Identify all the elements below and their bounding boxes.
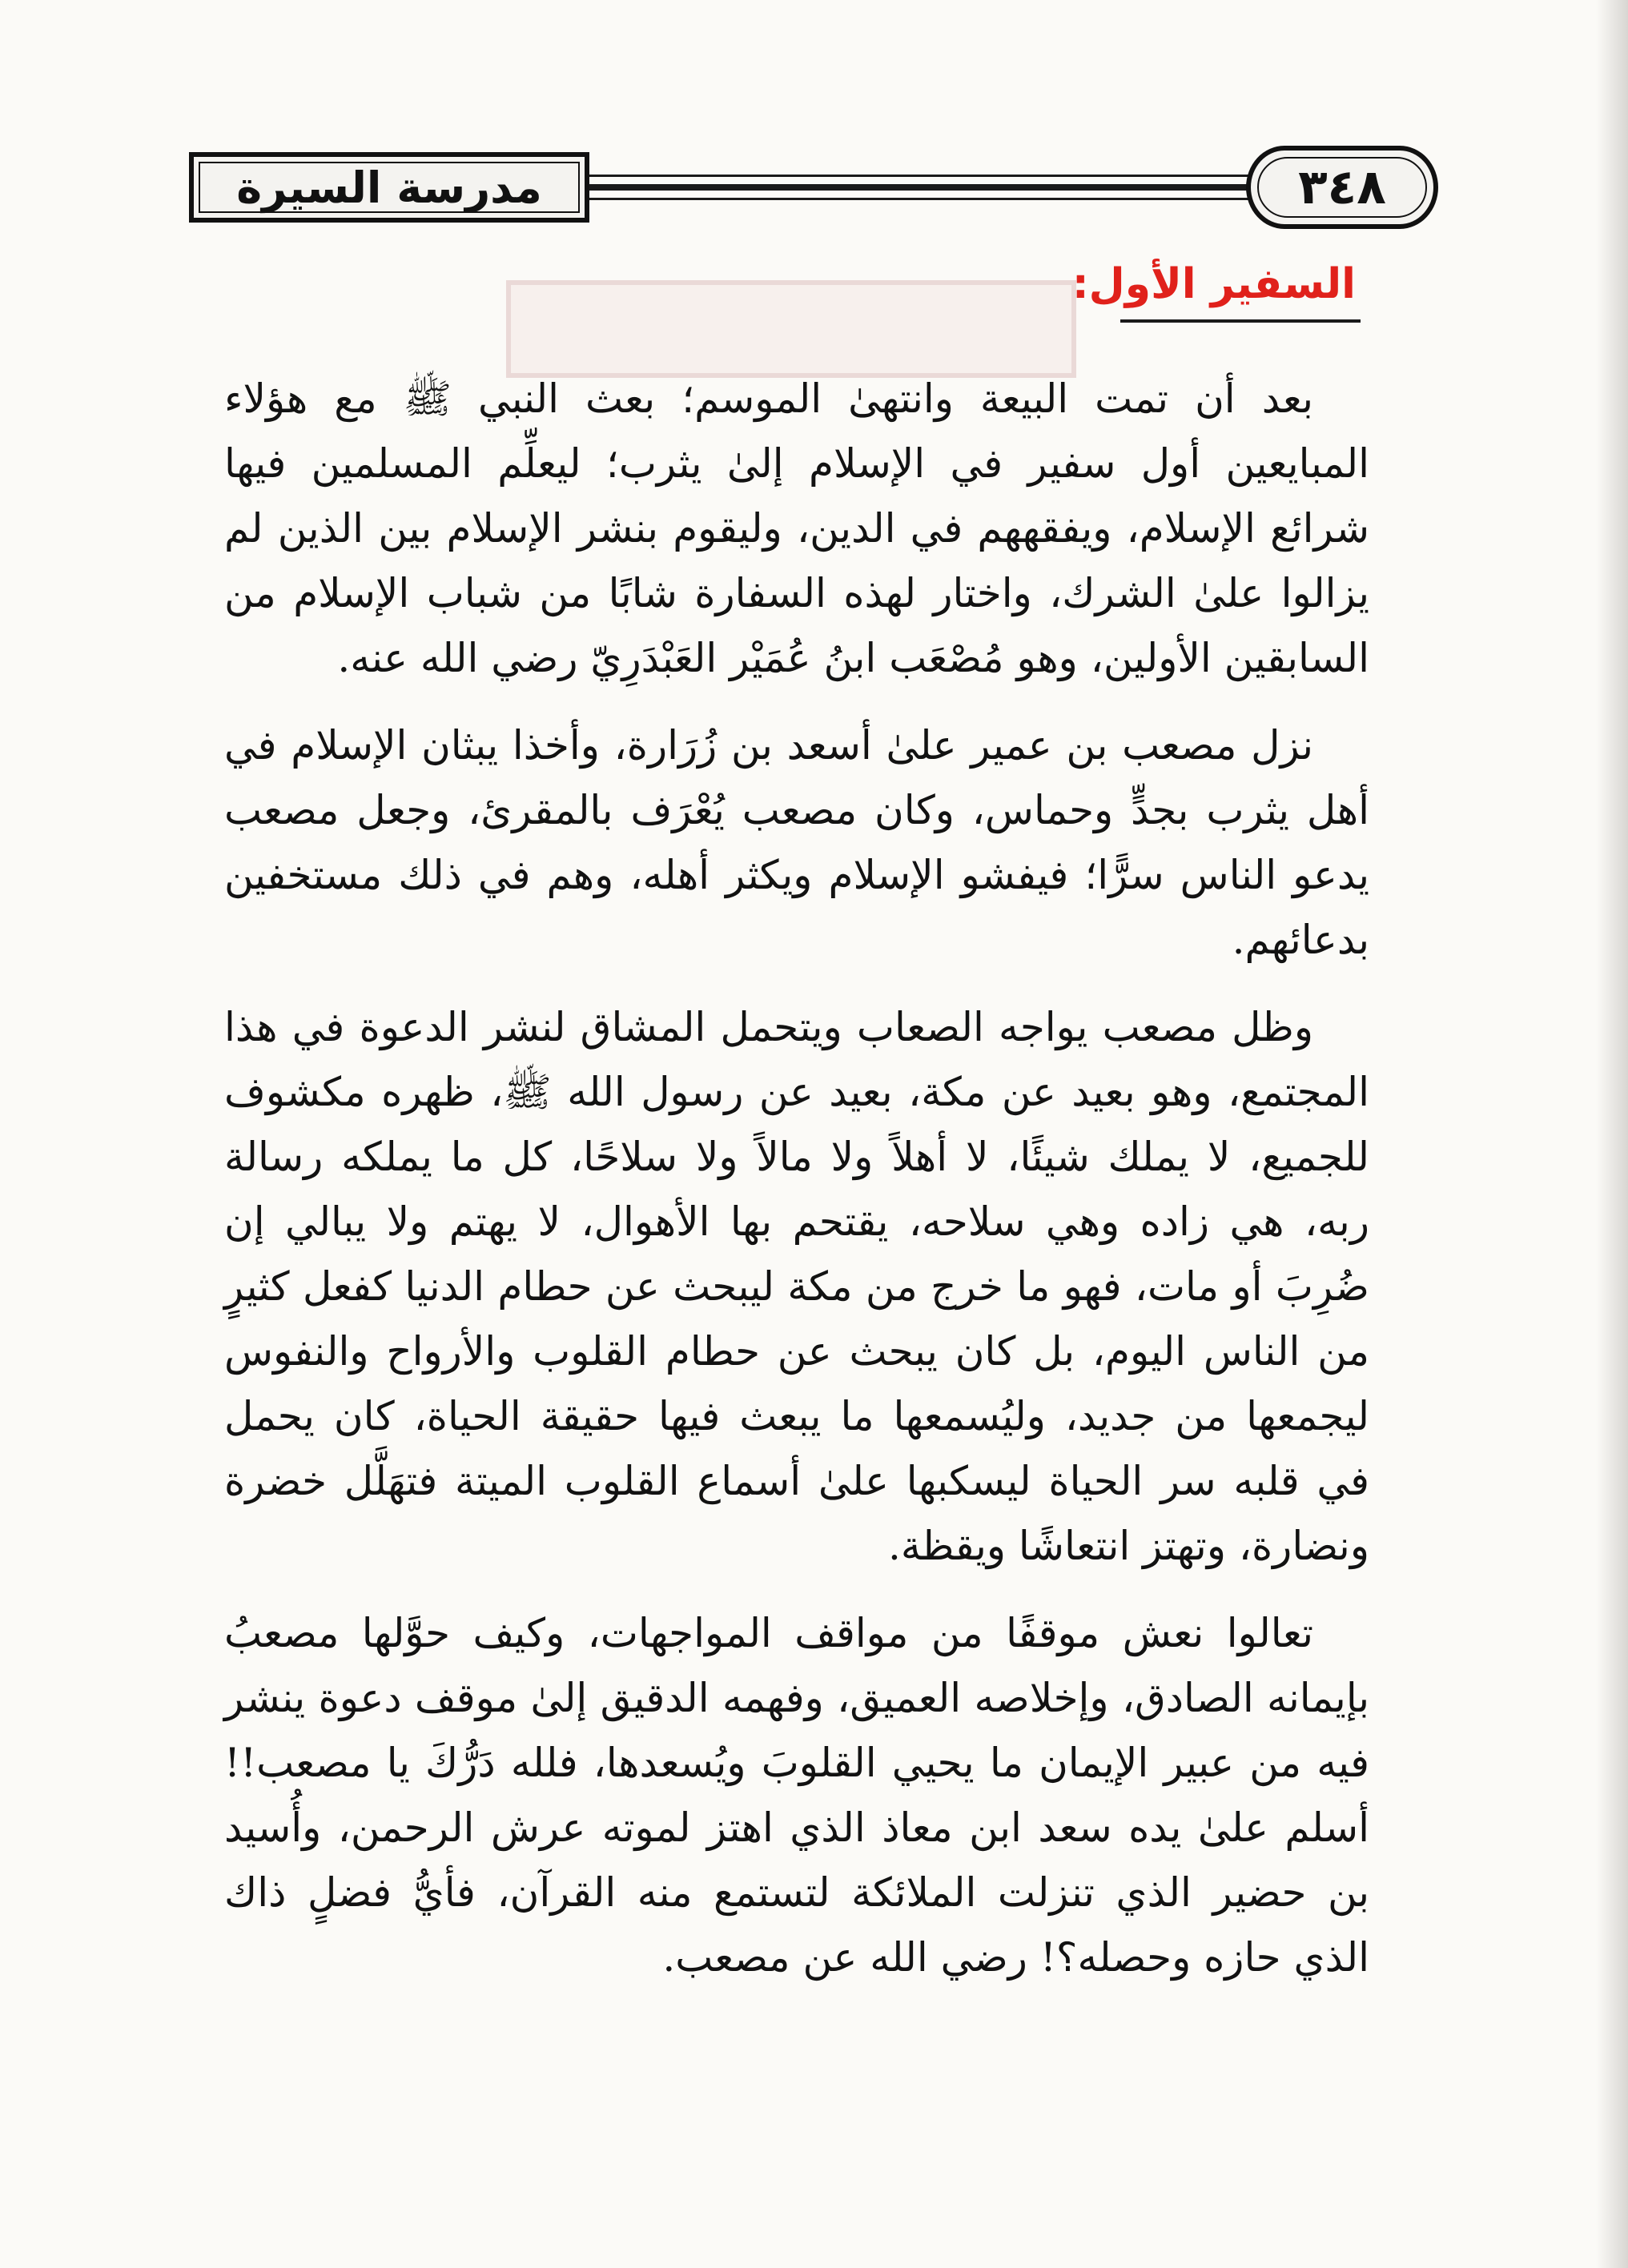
page-edge-shadow	[1596, 0, 1628, 2268]
page-number-frame	[1246, 146, 1438, 229]
paragraph-1: بعد أن تمت البيعة وانتهىٰ الموسم؛ بعث النبي ﷺ مع هؤلاء المبايعين أول سفير في الإسلام إلىٰ يثرب؛ ليعلِّم المسلمين فيها شرائع الإسلام، ويفقههم في الدين، وليقوم بنشر الإسلام بين الذين لم يزالوا علىٰ الشرك، واختار لهذه السفارة شابًا من شباب الإسلام من السابقين الأولين، وهو مُصْعَب ابنُ عُمَيْر العَبْدَرِيّ رضي الله عنه.	[224, 375, 1369, 681]
show-through-stamp	[506, 280, 1076, 378]
book-title: مدرسة السيرة	[236, 162, 542, 213]
page-number: ٣٤٨	[1298, 159, 1386, 215]
book-title-frame	[189, 152, 589, 223]
section-heading	[1072, 260, 1356, 323]
section-heading-text: السفير الأول:	[1071, 260, 1356, 308]
paragraph-3: وظل مصعب يواجه الصعاب ويتحمل المشاق لنشر الدعوة في هذا المجتمع، وهو بعيد عن مكة، بعيد عن رسول الله ﷺ، ظهره مكشوف للجميع، لا يملك شيئًا، لا أهلاً ولا مالاً ولا سلاحًا، كل ما يملكه رسالة ربه، هي زاده وهي سلاحه، يقتحم بها الأهوال، لا يهتم ولا يبالي إن ضُرِبَ أو مات، فهو ما خرج من مكة ليبحث عن حطام الدنيا كفعل كثيرٍ من الناس اليوم، بل كان يبحث عن حطام القلوب والأرواح والنفوس ليجمعها من جديد، وليُسمعها ما يبعث فيها حقيقة الحياة، كان يحمل في قلبه سر الحياة ليسكبها علىٰ أسماع القلوب الميتة فتهَلَّل خضرة ونضارة، وتهتز انتعاشًا ويقظة.	[224, 1004, 1369, 1569]
section-heading-underline	[1120, 319, 1361, 323]
paragraph-2: نزل مصعب بن عمير علىٰ أسعد بن زُرَارة، وأخذا يبثان الإسلام في أهل يثرب بجدٍّ وحماس، وكان مصعب يُعْرَف بالمقرئ، وجعل مصعب يدعو الناس سرًّا؛ فيفشو الإسلام ويكثر أهله، وهم في ذلك مستخفين بدعائهم.	[224, 722, 1369, 963]
body-text	[224, 367, 1369, 2013]
paragraph-4: تعالوا نعش موقفًا من مواقف المواجهات، وكيف حوَّلها مصعبُ بإيمانه الصادق، وإخلاصه العميق، وفهمه الدقيق إلىٰ موقف دعوة ينشر فيه من عبير الإيمان ما يحيي القلوبَ ويُسعدها، فلله دَرُّكَ يا مصعب!! أسلم علىٰ يده سعد ابن معاذ الذي اهتز لموته عرش الرحمن، وأُسيد بن حضير الذي تنزلت الملائكة لتستمع منه القرآن، فأيُّ فضلٍ ذاك الذي حازه وحصله؟! رضي الله عن مصعب.	[224, 1610, 1369, 1981]
page-header	[189, 144, 1438, 232]
